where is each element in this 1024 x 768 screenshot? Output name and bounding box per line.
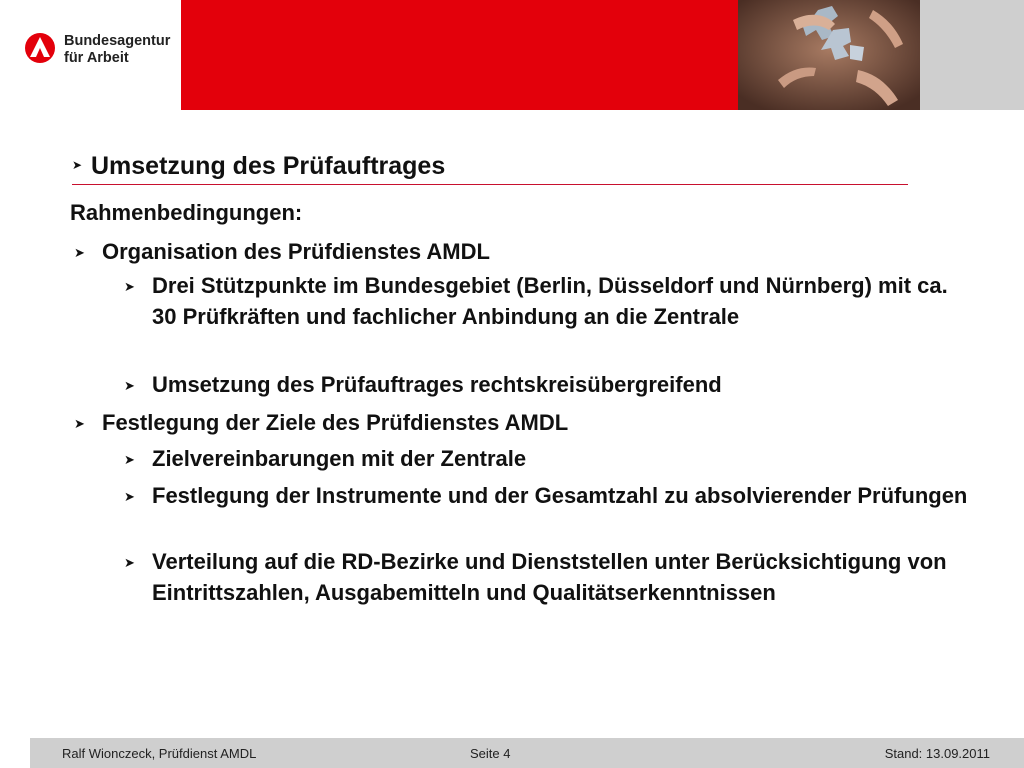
title-row xyxy=(72,150,908,185)
footer-date: Stand: 13.09.2011 xyxy=(884,746,990,761)
arrow-bullet-icon: ➤ xyxy=(124,378,135,393)
red-header-band xyxy=(181,0,738,110)
bullet-text: Organisation des Prüfdienstes AMDL xyxy=(102,239,490,264)
logo-line-2: für Arbeit xyxy=(64,50,129,66)
arrow-bullet-icon: ➤ xyxy=(72,158,83,172)
bullet-item xyxy=(124,270,972,332)
footer-author: Ralf Wionczeck, Prüfdienst AMDL xyxy=(62,746,257,761)
bullet-item xyxy=(124,369,972,400)
arrow-bullet-icon: ➤ xyxy=(124,279,135,294)
bullet-item xyxy=(74,407,962,438)
logo-line-1: Bundesagentur xyxy=(64,33,171,49)
bullet-text: Zielvereinbarungen mit der Zentrale xyxy=(152,446,527,471)
slide-title: Umsetzung des Prüfauftrages xyxy=(91,152,446,180)
bullet-text: Verteilung auf die RD-Bezirke und Dienststellen unter Berücksichtigung von Eintrittszahlen, Ausgabemitteln und Qualitätserkenntnissen xyxy=(152,549,947,605)
logo-text xyxy=(64,33,170,67)
arrow-bullet-icon: ➤ xyxy=(124,555,135,570)
slide-header xyxy=(0,0,1024,110)
footer-page-number: Seite 4 xyxy=(470,746,511,761)
ba-logo-icon xyxy=(24,32,56,64)
grey-header-band xyxy=(920,0,1024,110)
bullet-text: Festlegung der Instrumente und der Gesamtzahl zu absolvierender Prüfungen xyxy=(152,483,968,508)
slide-footer xyxy=(30,738,1024,768)
puzzle-hands-photo xyxy=(738,0,920,110)
bullet-text: Umsetzung des Prüfauftrages rechtskreisübergreifend xyxy=(152,372,722,397)
bullet-text: Festlegung der Ziele des Prüfdienstes AMDL xyxy=(102,410,569,435)
bullet-item xyxy=(74,236,962,267)
subheading: Rahmenbedingungen: xyxy=(70,200,303,225)
arrow-bullet-icon: ➤ xyxy=(124,489,135,504)
bullet-item xyxy=(124,480,972,511)
bullet-text: Drei Stützpunkte im Bundesgebiet (Berlin, Düsseldorf und Nürnberg) mit ca. 30 Prüfkräften und fachlicher Anbindung an die Zentrale xyxy=(152,273,948,329)
arrow-bullet-icon: ➤ xyxy=(74,416,85,431)
logo-area xyxy=(0,0,181,110)
arrow-bullet-icon: ➤ xyxy=(124,452,135,467)
bullet-item xyxy=(124,546,972,608)
bullet-item xyxy=(124,443,972,474)
arrow-bullet-icon: ➤ xyxy=(74,245,85,260)
